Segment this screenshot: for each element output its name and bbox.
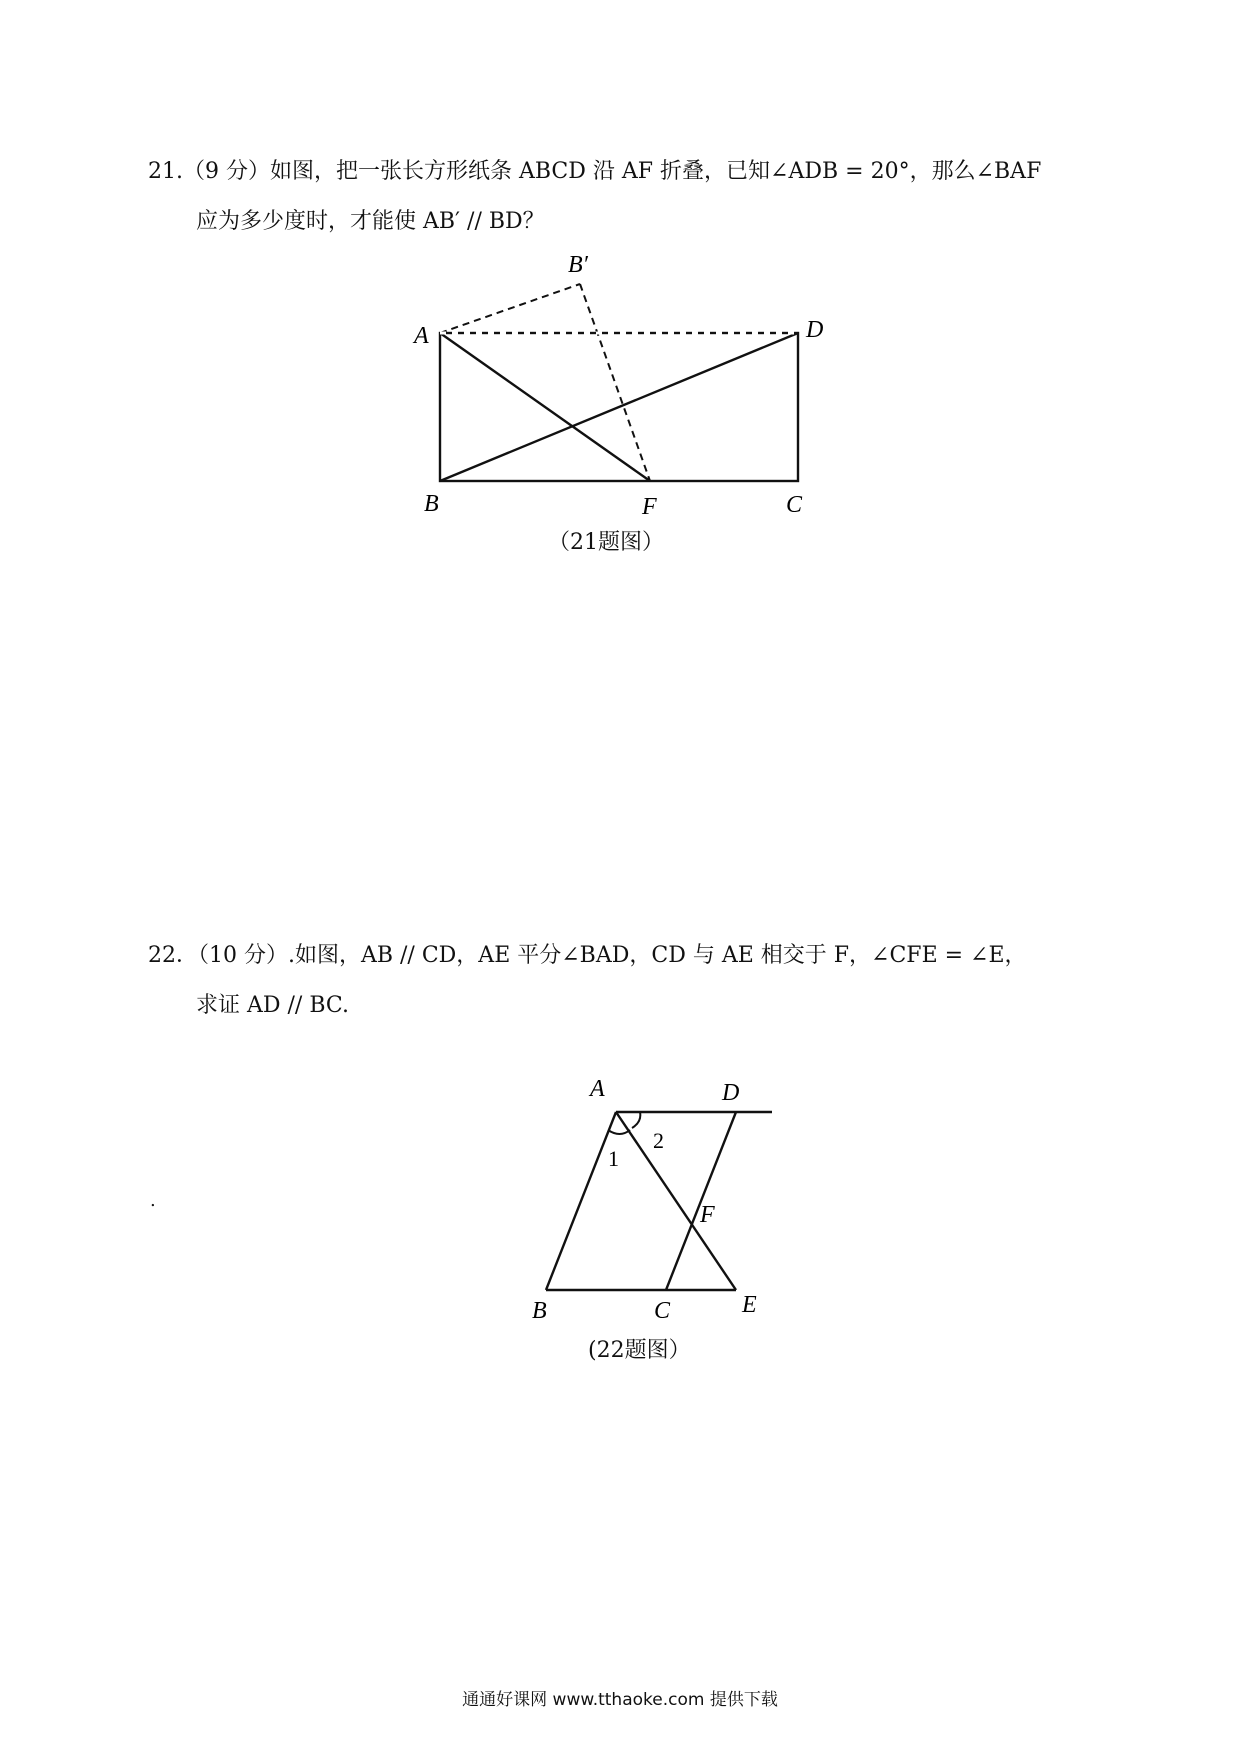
- label-f: F: [642, 494, 657, 520]
- angle-arc-1: [608, 1130, 630, 1134]
- line-ab: [546, 1112, 616, 1290]
- q21-caption: （21题图）: [548, 530, 664, 555]
- label-e: E: [742, 1292, 757, 1318]
- label-f: F: [700, 1202, 715, 1228]
- label-angle-2: 2: [653, 1128, 664, 1153]
- q22-line2: 求证 AD // BC.: [196, 993, 349, 1018]
- q22-line1: 22．（10 分）.如图，AB // CD，AE 平分∠BAD，CD 与 AE 相交于 F，∠CFE = ∠E，: [148, 943, 1027, 968]
- label-b: B: [424, 491, 439, 517]
- q22-caption: (22题图）: [588, 1338, 691, 1363]
- dashed-ab-prime: [440, 284, 580, 333]
- stray-mark: .: [150, 1190, 156, 1211]
- label-c: C: [654, 1298, 671, 1324]
- q21-line1: 21.（9 分）如图，把一张长方形纸条 ABCD 沿 AF 折叠，已知∠ADB = 20°，那么∠BAF: [148, 159, 1042, 184]
- label-angle-1: 1: [608, 1146, 619, 1171]
- dashed-b-prime-f: [580, 284, 650, 481]
- label-b-prime: B′: [568, 252, 588, 278]
- label-d: D: [806, 317, 824, 343]
- q22-figure: [520, 1060, 800, 1330]
- label-b: B: [532, 1298, 547, 1324]
- q21-figure: [400, 240, 860, 540]
- angle-arc-2: [632, 1112, 640, 1128]
- label-c: C: [786, 492, 803, 518]
- label-a: A: [414, 323, 429, 349]
- footer-source: 通通好课网 www.tthaoke.com 提供下载: [462, 1690, 778, 1710]
- label-a: A: [590, 1076, 605, 1102]
- label-d: D: [722, 1080, 740, 1106]
- q21-line2: 应为多少度时，才能使 AB′ // BD？: [196, 209, 545, 234]
